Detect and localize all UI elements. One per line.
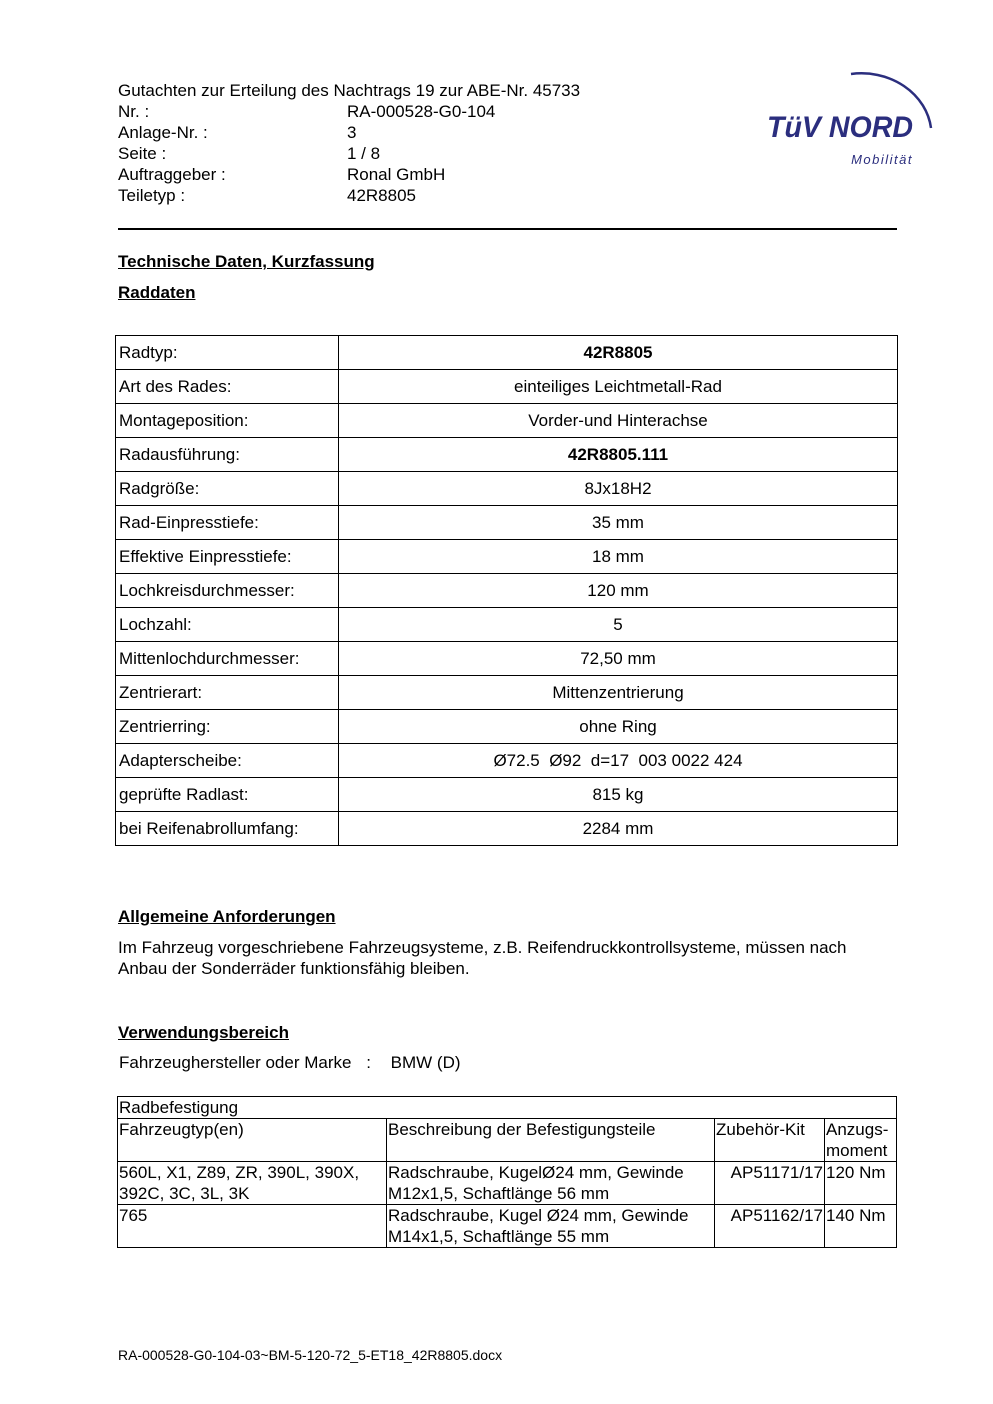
spec-value: Vorder-und Hinterachse	[339, 404, 898, 438]
table-row	[116, 506, 898, 540]
vehicle-types-cell: 765	[118, 1205, 387, 1248]
spec-key: Radtyp:	[116, 336, 339, 370]
table-row	[118, 1205, 897, 1248]
table-row	[116, 472, 898, 506]
maker-value: BMW (D)	[390, 1053, 461, 1072]
spec-key: bei Reifenabrollumfang:	[116, 812, 339, 846]
logo-tagline: Mobilität	[851, 152, 913, 167]
header-value: Ronal GmbH	[347, 165, 446, 184]
spec-value: 35 mm	[339, 506, 898, 540]
torque-cell: 120 Nm	[825, 1162, 897, 1205]
table-row	[116, 744, 898, 778]
spec-key: Radgröße:	[116, 472, 339, 506]
table-row	[116, 642, 898, 676]
header-label: Nr. :	[118, 102, 150, 121]
spec-key: Zentrierart:	[116, 676, 339, 710]
header-value: 42R8805	[347, 186, 417, 205]
heading-general-requirements: Allgemeine Anforderungen	[118, 907, 336, 926]
spec-value: Mittenzentrierung	[339, 676, 898, 710]
table-row	[116, 676, 898, 710]
spec-value: 18 mm	[339, 540, 898, 574]
wheel-spec-table	[115, 335, 898, 846]
spec-value: 120 mm	[339, 574, 898, 608]
header-value: 1 / 8	[347, 144, 381, 163]
header-row-seite	[118, 143, 678, 164]
spec-key: Art des Rades:	[116, 370, 339, 404]
vehicle-types-cell: 560L, X1, Z89, ZR, 390L, 390X, 392C, 3C, 3L, 3K	[118, 1162, 387, 1205]
logo-brand: TüV NORD	[767, 111, 913, 144]
header-title: Gutachten zur Erteilung des Nachtrags 19 zur ABE-Nr. 45733	[118, 81, 581, 100]
spec-value: 42R8805	[339, 336, 898, 370]
spec-key: Rad-Einpresstiefe:	[116, 506, 339, 540]
heading-raddaten: Raddaten	[118, 283, 196, 302]
header-label: Auftraggeber :	[118, 165, 226, 184]
spec-value: 42R8805.111	[339, 438, 898, 472]
vehicle-maker-line	[119, 1053, 461, 1073]
fastening-description-cell: Radschraube, Kugel Ø24 mm, Gewinde M14x1,5, Schaftlänge 55 mm	[387, 1205, 715, 1248]
table-row	[116, 438, 898, 472]
spec-value: 5	[339, 608, 898, 642]
table-row	[116, 540, 898, 574]
spec-key: Zentrierring:	[116, 710, 339, 744]
general-requirements-text: Im Fahrzeug vorgeschriebene Fahrzeugsysteme, z.B. Reifendruckkontrollsysteme, müssen nach Anbau der Sonderräder funktionsfähig bleiben.	[118, 938, 847, 978]
header-title-row	[118, 80, 678, 101]
header-value: 3	[347, 123, 357, 142]
heading-technical-data: Technische Daten, Kurzfassung	[118, 252, 375, 271]
table-row	[118, 1162, 897, 1205]
spec-value: 815 kg	[339, 778, 898, 812]
footer-filename: RA-000528-G0-104-03~BM-5-120-72_5-ET18_42R8805.docx	[118, 1347, 503, 1363]
spec-value: 72,50 mm	[339, 642, 898, 676]
table-row	[116, 608, 898, 642]
table-row	[116, 370, 898, 404]
table-row	[116, 710, 898, 744]
header-label: Teiletyp :	[118, 186, 186, 205]
table-row	[116, 812, 898, 846]
spec-value: Ø72.5 Ø92 d=17 003 0022 424	[339, 744, 898, 778]
accessory-kit-cell: AP51162/17	[715, 1205, 825, 1248]
table-row	[116, 778, 898, 812]
header-label: Anlage-Nr. :	[118, 123, 208, 142]
tuev-nord-logo	[763, 56, 943, 176]
header-value: RA-000528-G0-104	[347, 102, 496, 121]
header-divider	[118, 228, 897, 230]
spec-value: einteiliges Leichtmetall-Rad	[339, 370, 898, 404]
column-header: Beschreibung der Befestigungsteile	[387, 1119, 715, 1162]
spec-value: 8Jx18H2	[339, 472, 898, 506]
document-header	[118, 80, 678, 206]
table-header-row	[118, 1119, 897, 1162]
table-row	[116, 574, 898, 608]
header-row-nr	[118, 101, 678, 122]
table-caption: Radbefestigung	[118, 1097, 897, 1119]
spec-key: geprüfte Radlast:	[116, 778, 339, 812]
header-row-teiletyp	[118, 185, 678, 206]
header-label: Seite :	[118, 144, 167, 163]
spec-key: Effektive Einpresstiefe:	[116, 540, 339, 574]
column-header: Anzugs-moment	[825, 1119, 897, 1162]
spec-key: Mittenlochdurchmesser:	[116, 642, 339, 676]
header-row-anlage	[118, 122, 678, 143]
maker-separator: :	[366, 1053, 371, 1072]
fastening-description-cell: Radschraube, KugelØ24 mm, Gewinde M12x1,5, Schaftlänge 56 mm	[387, 1162, 715, 1205]
header-row-auftraggeber	[118, 164, 678, 185]
table-row	[116, 404, 898, 438]
maker-label: Fahrzeughersteller oder Marke	[119, 1053, 352, 1072]
column-header: Fahrzeugtyp(en)	[118, 1119, 387, 1162]
column-header: Zubehör-Kit	[715, 1119, 825, 1162]
spec-key: Lochzahl:	[116, 608, 339, 642]
accessory-kit-cell: AP51171/17	[715, 1162, 825, 1205]
heading-usage-area: Verwendungsbereich	[118, 1023, 289, 1042]
table-row	[116, 336, 898, 370]
spec-value: ohne Ring	[339, 710, 898, 744]
spec-key: Lochkreisdurchmesser:	[116, 574, 339, 608]
spec-key: Montageposition:	[116, 404, 339, 438]
torque-cell: 140 Nm	[825, 1205, 897, 1248]
spec-key: Adapterscheibe:	[116, 744, 339, 778]
wheel-fastening-table	[117, 1096, 897, 1248]
spec-key: Radausführung:	[116, 438, 339, 472]
spec-value: 2284 mm	[339, 812, 898, 846]
table-caption-row	[118, 1097, 897, 1119]
